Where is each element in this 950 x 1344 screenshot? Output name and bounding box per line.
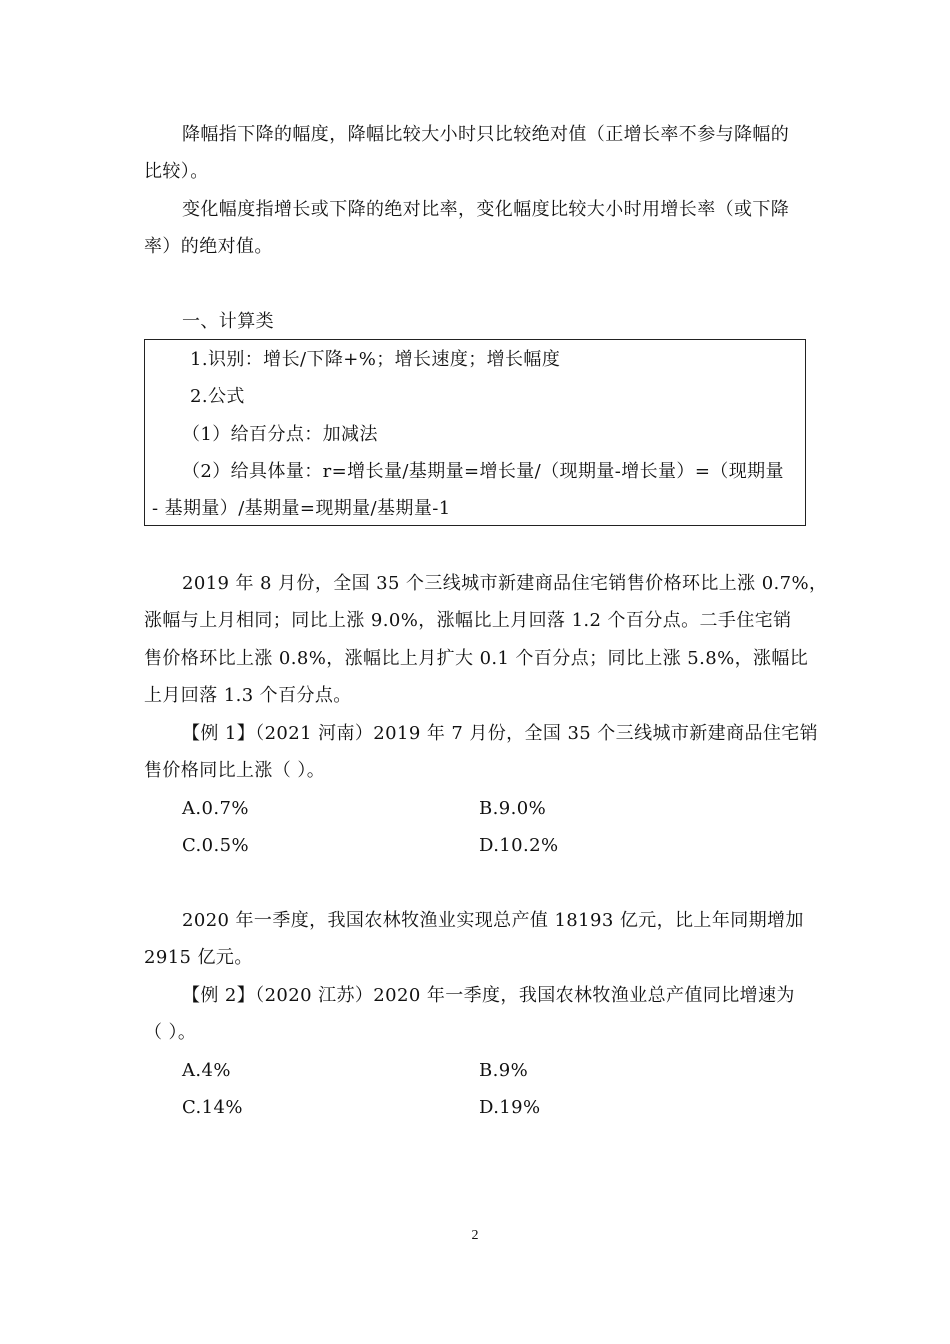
box-item-specific-amount-line-1: （2）给具体量：r=增长量/基期量=增长量/（现期量-增长量）=（现期量 [182,461,784,482]
example-1-question-line-1: 【例 1】（2021 河南）2019 年 7 月份，全国 35 个三线城市新建商品住宅销 [182,723,819,744]
box-item-formula: 2.公式 [190,386,245,407]
example-1-option-b: B.9.0% [479,798,547,819]
page-number: 2 [471,1228,479,1243]
intro-paragraph-2-line-1: 变化幅度指增长或下降的绝对比率，变化幅度比较大小时用增长率（或下降 [182,199,790,220]
example-1-question-line-2: 售价格同比上涨（ ）。 [144,760,326,781]
example-2-option-a: A.4% [182,1060,231,1081]
material-2-line-1: 2020 年一季度，我国农林牧渔业实现总产值 18193 亿元，比上年同期增加 [182,910,804,931]
example-1-option-d: D.10.2% [479,835,559,856]
material-1-line-3: 售价格环比上涨 0.8%，涨幅比上月扩大 0.1 个百分点；同比上涨 5.8%，涨幅比 [144,648,809,669]
example-2-question-line-1: 【例 2】（2020 江苏）2020 年一季度，我国农林牧渔业总产值同比增速为 [182,985,795,1006]
example-1-option-c: C.0.5% [182,835,249,856]
intro-paragraph-1-line-1: 降幅指下降的幅度，降幅比较大小时只比较绝对值（正增长率不参与降幅的 [182,124,790,145]
example-2-question-line-2: （ ）。 [144,1022,197,1043]
material-2-line-2: 2915 亿元。 [144,947,253,968]
box-item-percentage-points: （1）给百分点：加减法 [182,424,378,445]
section-heading: 一、计算类 [182,311,274,332]
material-1-line-1: 2019 年 8 月份，全国 35 个三线城市新建商品住宅销售价格环比上涨 0.7%， [182,573,828,594]
example-2-option-d: D.19% [479,1097,541,1118]
example-2-option-c: C.14% [182,1097,243,1118]
material-1-line-2: 涨幅与上月相同；同比上涨 9.0%，涨幅比上月回落 1.2 个百分点。二手住宅销 [144,610,792,631]
box-item-specific-amount-line-2: - 基期量）/基期量=现期量/基期量-1 [152,498,451,519]
example-1-option-a: A.0.7% [182,798,249,819]
intro-paragraph-1-line-2: 比较）。 [144,161,209,182]
example-2-option-b: B.9% [479,1060,529,1081]
intro-paragraph-2-line-2: 率）的绝对值。 [144,236,273,257]
box-item-identify: 1.识别：增长/下降+%；增长速度；增长幅度 [190,349,561,370]
material-1-line-4: 上月回落 1.3 个百分点。 [144,685,352,706]
